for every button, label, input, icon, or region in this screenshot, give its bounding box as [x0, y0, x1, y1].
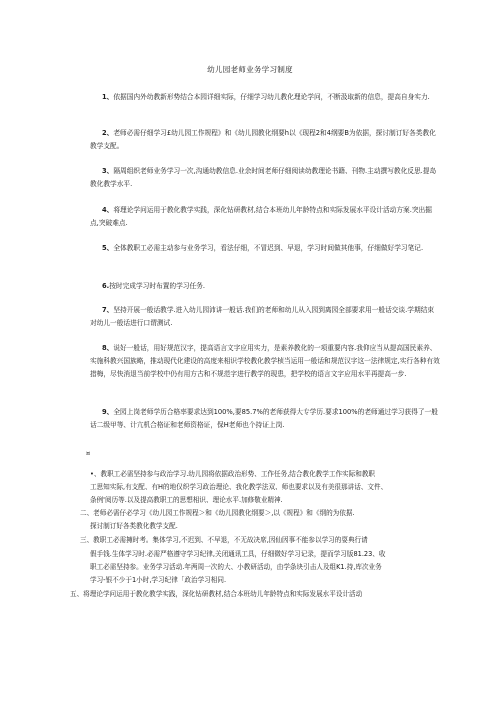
rule-2	[90, 127, 440, 153]
document-title: 幼儿园老师业务学习制度	[207, 65, 293, 74]
rule-8	[90, 342, 440, 381]
section2-line: 假手钱.生体学习时.必需严格遵守学习纪律,关闭通讯工具，仔细微好学习记录，提而学习版81.23、收	[90, 550, 386, 558]
rule-9	[90, 406, 440, 432]
section2-line: 探讨制订好各类教化教学支配.	[90, 522, 178, 530]
section2-line: 三、教职工必需擁时考。集体学习,不迟到、不早退，不无故决席,因仙因事不能参以学习的耍典行请	[80, 536, 368, 544]
section2-line: 工思知实际,有支配、有H的地仅织学习政治理论、我化教学法双、师也要求以及有美很那讲话、文件、	[90, 483, 388, 491]
rule-number: 7、	[102, 306, 114, 314]
rule-5	[90, 242, 440, 255]
rule-number: 5、	[102, 244, 114, 252]
section2-line: 二、老师必需仔必学习《幼儿园工作规程＞和《幼儿园教化纲要＞,以《规程》和《纲的为依据.	[80, 509, 355, 517]
rule-number: 2、	[102, 129, 114, 137]
rule-text: 将理论学问运用于教化教学实践，深化钻研教材,结合本班幼儿年龄特点和实际发展水平设计活动方案.突出掘点,突破难点.	[90, 206, 432, 227]
rule-number: 3、	[102, 167, 114, 175]
rule-number: 8、	[102, 344, 114, 352]
rule-4	[90, 204, 440, 230]
rule-3	[90, 165, 440, 191]
section2-line: 职工必需坚持参。业务学习活动.年两周一次的大、小教研活动，由学条块引击人及组K1.持,库次业务	[90, 563, 382, 571]
rule-1	[90, 91, 440, 104]
section-marker: ¤	[86, 449, 91, 457]
rule-number: 1、	[102, 93, 114, 101]
rule-text: 说好一般话，用好规范汉字，提高语言文字应用实力，是素养教化的一项重要内容.我仰应当从提高国民素养、实施科教兴国族略，推动现代化建设的高度来相识学校教化教学桢当运用一般话和规范汉字这一法律规定,实行各种有效措梅，尽快消退当前学校中仍有用方古和不规范字进行教学的现患，把学校的语言文字应用水平再提高一步.	[90, 344, 440, 378]
rule-text: 全体教职工必需主动参与业务学习，看法仔细，不冒迟到、早退，学习时间做其他事，仔细做好学习笔记.	[113, 244, 424, 252]
rule-number: 9、	[102, 408, 114, 416]
rule-number: 4、	[102, 206, 114, 214]
rule-number: 6.	[102, 282, 110, 290]
rule-7	[90, 304, 440, 330]
rule-text: 依据国内外幼教新形势结合本园详细实际，仔细学习幼儿教化理论学问，不断汲取新的信息，提高自身实力.	[113, 93, 430, 101]
section2-line: •、教职工必需坚持参与政治学习.幼儿园将依据政治形势、工作任务,结合教化教学工作实际和教职	[90, 470, 376, 478]
rule-6	[90, 280, 440, 293]
section2-line: 条例'阅历等.以及提高教职工的思想相识、理论水平.加修敬业精神.	[90, 496, 283, 504]
rule-text: 按时完成学习时布置的学习任务.	[109, 282, 205, 290]
section2-line: 学习-银不少于1小时,学习纪律「政治学习相同.	[90, 576, 227, 584]
rule-text: 全园上岗老师学历合格率要求达到100%,要85.7%的老师获得大专学历.要求100%的老师通过学习获得了一般话二级甲等、计亢机合格证和老师资格证，保H老师也个持证上岗.	[90, 408, 438, 429]
section2-line: 五、将理论学问运用于教化教学实践，深化钻研教材,结合本班幼儿年龄特点和实际发展水平设计活动	[70, 590, 363, 598]
rule-text: 老师必需仔细学习£幼儿园工作规程》和《幼儿园教化纲要h以《现程2和4纲要B为依据，探讨制订好各类教化教学支配。	[90, 129, 436, 150]
rule-text: 坚持开展一般话教学.进入幼儿园沛讲一般话.我们的老师和幼儿从入园到离园全部要求用一般话交谈.学期结束对幼儿一般话进行口谓测试.	[90, 306, 435, 327]
rule-text: 隔周组织老师业务学习一次,沟通幼教信息.业余时间老师仔细阅读幼教理论书籍、刊物.主动撰写教化反思.提岛教化教学水平.	[90, 167, 437, 188]
